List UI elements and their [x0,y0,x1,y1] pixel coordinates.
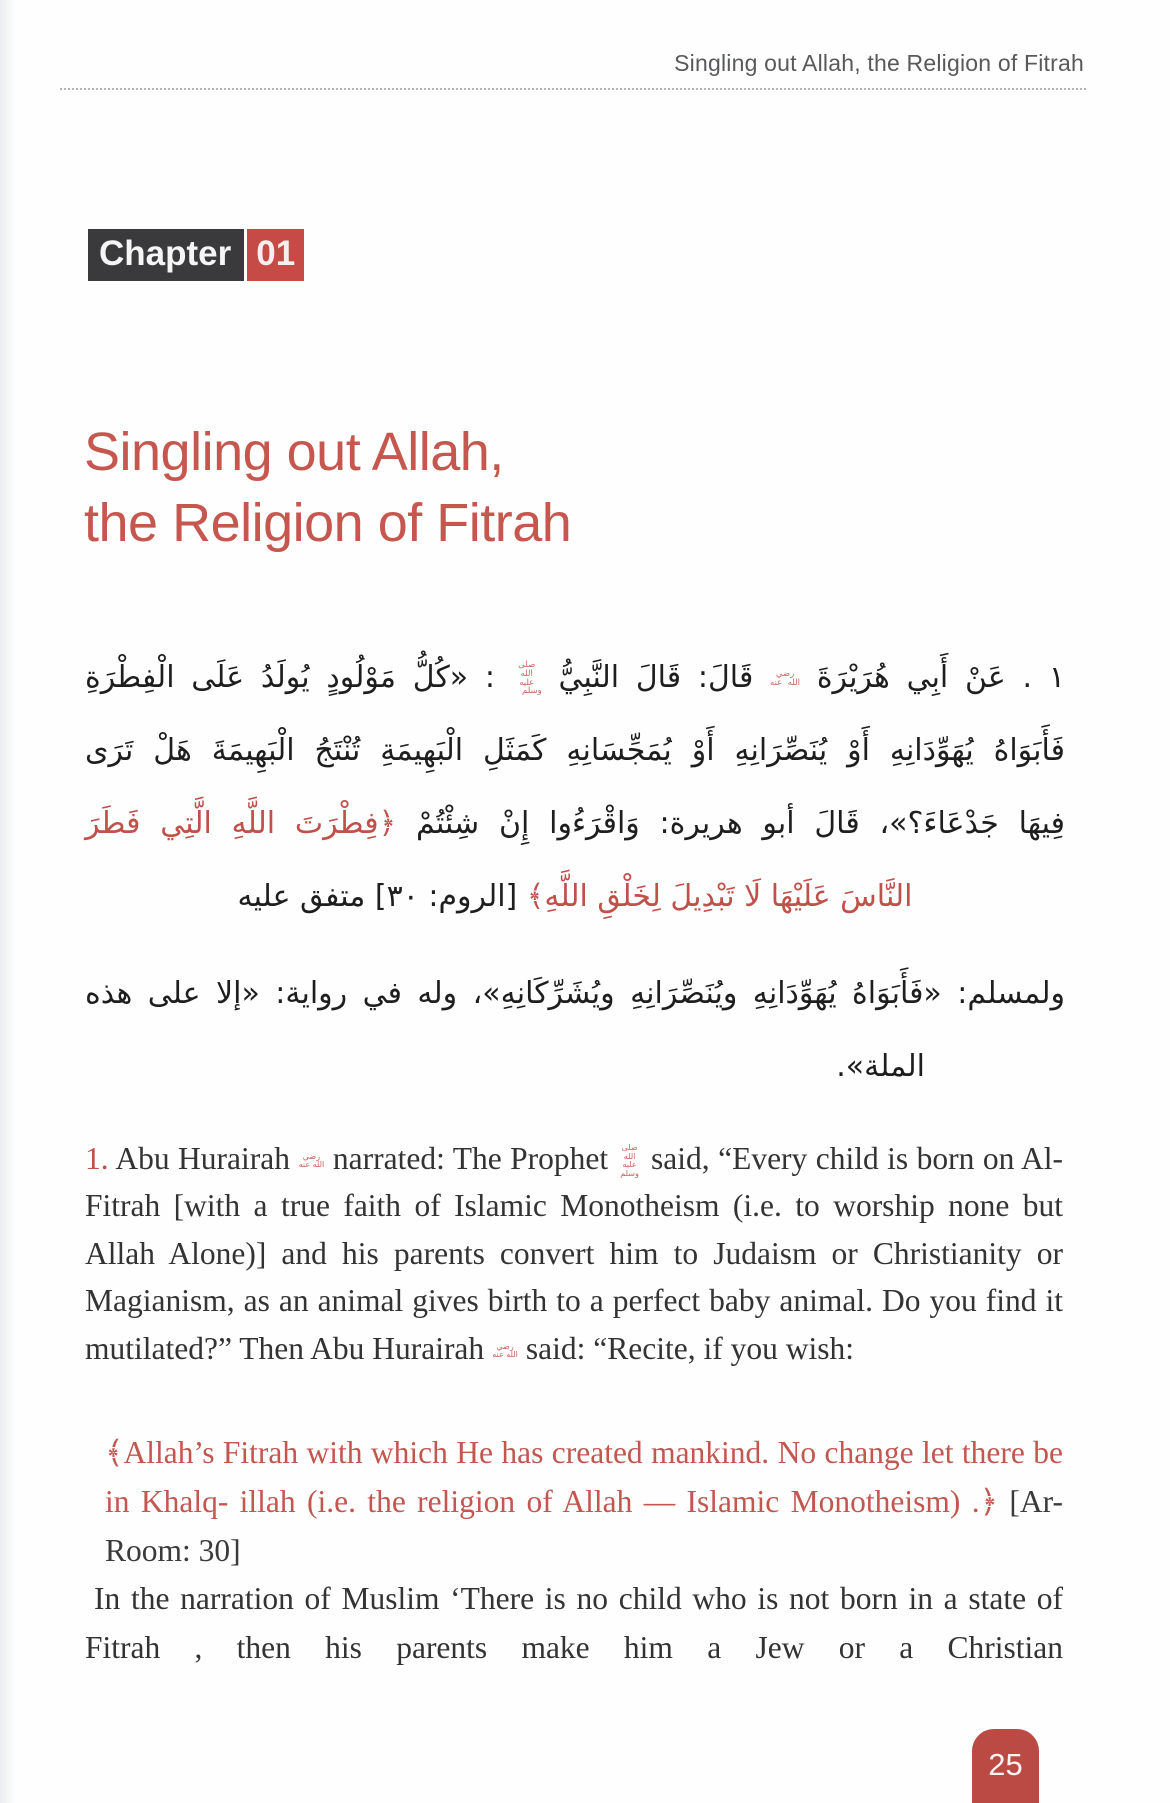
quran-verse-arabic: ﴿فِطْرَتَ اللَّهِ الَّتِي فَطَرَ [85,806,397,841]
translation-text: said: “Recite, if you wish: [525,1330,854,1366]
page-scan-edge [0,0,16,1803]
muslim-narration-paragraph [85,1574,1063,1672]
verse-reference-arabic: [الروم: ٣٠] متفق عليه [237,879,518,914]
header-dotted-rule [60,88,1086,90]
chapter-number-badge: 01 [247,229,304,281]
arabic-text: فِيهَا جَدْعَاءَ؟»، قَالَ أبو هريرة: وَاقْرَءُوا إِنْ شِئْتُمْ [415,806,1065,841]
radiallahu-anhu-icon: رضي الله عنه [492,1341,518,1360]
quran-verse-arabic: النَّاسَ عَلَيْهَا لَا تَبْدِيلَ لِخَلْقِ اللَّهِ﴾ [526,879,913,914]
arabic-line [85,641,1065,714]
sallallahu-alayhi-wasallam-icon: صلى الله عليه وسلم [518,659,542,697]
radiallahu-anhu-icon: رضي الله عنه [298,1151,325,1170]
arabic-line [85,860,1065,933]
ornate-bracket-close-icon: ﴿ [979,1483,999,1519]
translation-text: In the narration of Muslim ‘There is no child who is not born in a state of Fitrah , then his parents make him a Jew or a Christian [85,1580,1063,1665]
ornate-bracket-open-icon: ﴾ [105,1434,124,1470]
page-number: 25 [988,1747,1023,1782]
arabic-line [85,957,1065,1030]
arabic-text: قَالَ: قَالَ النَّبِيُّ [558,660,754,695]
verse-translation-text: Allah’s Fitrah with which He has created mankind. No change let there be in Khalq- illah (i.e. the religion of Allah — Islamic Monotheism) . [105,1434,1063,1519]
arabic-line [85,787,1065,860]
arabic-line [85,714,1065,787]
arabic-text: ولمسلم: «فَأَبَوَاهُ يُهَوِّدَانِهِ ويُنَصِّرَانِهِ ويُشَرِّكَانِهِ»، وله في رواية: «إلا على هذه [85,976,1065,1011]
radiallahu-anhu-icon: رضي الله عنه [770,668,801,688]
arabic-text: ١ . عَنْ أَبِي هُرَيْرَةَ [816,660,1065,695]
hadith-translation-paragraph [85,1135,1063,1373]
chapter-badge [88,229,304,281]
running-header: Singling out Allah, the Religion of Fitrah [674,50,1084,76]
hadith-number: 1. [85,1140,109,1176]
quran-verse-translation [105,1428,1063,1575]
arabic-hadith-block [85,641,1065,1103]
translation-text: said, “Every child is born on Al-Fitrah [with a true faith of Islamic Monotheism (i.e. to worship none but Allah Alone)] and his parents convert him to Judaism or Christianity or Magianism, as an animal gives birth to a perfect baby animal. Do you find it mutilated?” Then Abu Hurairah [85,1140,1064,1366]
sallallahu-alayhi-wasallam-icon: صلى الله عليه وسلم [620,1143,639,1178]
page-title-line1: Singling out Allah, [84,422,504,483]
translation-text: Abu Hurairah [115,1140,290,1176]
arabic-text: : «كُلُّ مَوْلُودٍ يُولَدُ عَلَى الْفِطْرَةِ [85,660,495,695]
arabic-text: فَأَبَوَاهُ يُهَوِّدَانِهِ أَوْ يُنَصِّرَانِهِ أَوْ يُمَجِّسَانِهِ كَمَثَلِ الْبَهِيمَةِ تُنْتَجُ الْبَهِيمَةَ هَلْ تَرَى [85,733,1065,768]
page-number-badge [972,1729,1039,1803]
page-title-line2: the Religion of Fitrah [84,493,572,554]
arabic-text: الملة». [836,1049,925,1084]
arabic-line [85,1030,1065,1103]
chapter-label: Chapter [88,229,244,281]
verse-reference: [Ar-Room: 30] [105,1483,1063,1568]
page-title [84,417,571,559]
translation-text: narrated: The Prophet [332,1140,609,1176]
